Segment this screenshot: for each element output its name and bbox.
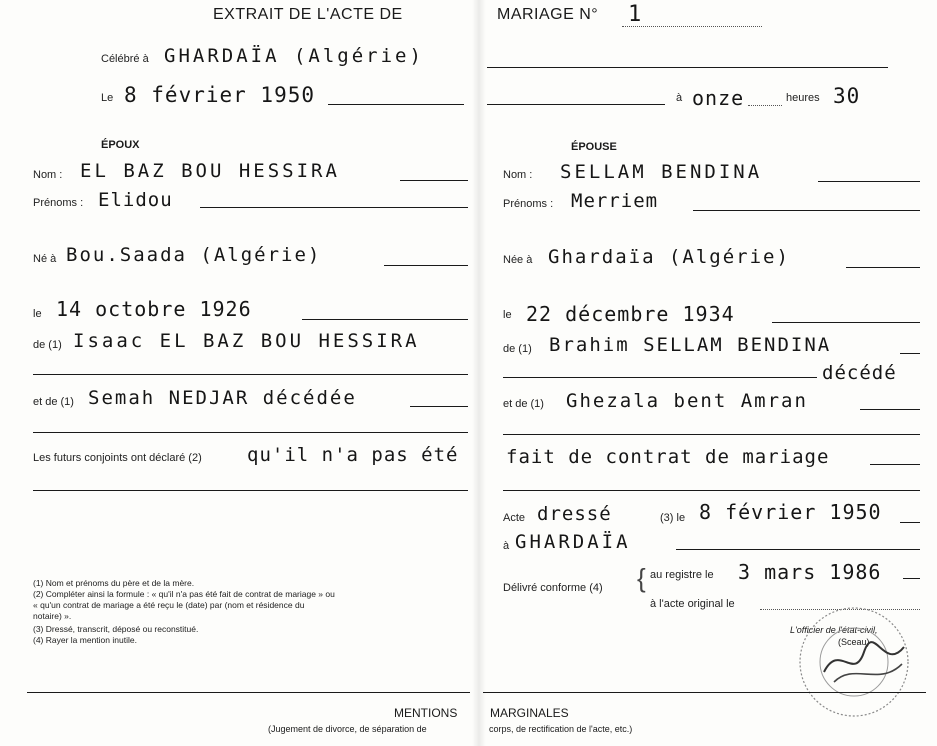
acte-date: 8 février 1950 bbox=[699, 500, 882, 524]
declaration-label: Les futurs conjoints ont déclaré (2) bbox=[33, 452, 202, 464]
registre-label: au registre le bbox=[650, 569, 714, 581]
acte-date-label: (3) le bbox=[660, 512, 686, 524]
original-label: à l'acte original le bbox=[650, 598, 735, 610]
epoux-mere: Semah NEDJAR décédée bbox=[88, 387, 357, 409]
heures-label: heures bbox=[786, 92, 820, 104]
note-2c: notaire) ». bbox=[33, 611, 72, 621]
epouse-pere-label: de (1) bbox=[503, 343, 532, 355]
acte-label: Acte bbox=[503, 512, 526, 524]
mentions-sub-right: corps, de rectification de l'acte, etc.) bbox=[489, 724, 633, 734]
epoux-date: 14 octobre 1926 bbox=[56, 297, 252, 321]
epouse-ne-label: Née à bbox=[503, 254, 533, 266]
note-1: (1) Nom et prénoms du père et de la mère. bbox=[33, 578, 195, 588]
epouse-ne: Ghardaïa (Algérie) bbox=[548, 246, 790, 268]
signature-scribble-2 bbox=[834, 664, 902, 682]
declaration-text-right: fait de contrat de mariage bbox=[506, 446, 830, 468]
epouse-pere-line bbox=[900, 353, 920, 354]
date-label: Le bbox=[101, 92, 114, 104]
acte-place: GHARDAÏA bbox=[515, 531, 631, 553]
epouse-heading: ÉPOUSE bbox=[571, 141, 617, 153]
declaration-line-left bbox=[33, 490, 468, 491]
acte-date-line bbox=[900, 522, 920, 523]
epoux-nom: EL BAZ BOU HESSIRA bbox=[80, 160, 340, 182]
mentions-line-right bbox=[483, 692, 926, 693]
epouse-mere-line-2 bbox=[503, 434, 920, 435]
epoux-prenoms: Elidou bbox=[98, 189, 173, 211]
epoux-heading: ÉPOUX bbox=[101, 139, 140, 151]
celebre-label: Célébré à bbox=[101, 53, 149, 65]
epoux-prenoms-line bbox=[200, 207, 468, 208]
epoux-nom-label: Nom : bbox=[33, 169, 63, 181]
heures-value: 30 bbox=[833, 84, 861, 108]
epoux-mere-label: et de (1) bbox=[33, 396, 74, 408]
epoux-date-line bbox=[302, 319, 468, 320]
epouse-ne-line bbox=[846, 267, 920, 268]
delivre-label: Délivré conforme (4) bbox=[503, 582, 603, 594]
epouse-date-label: le bbox=[503, 309, 512, 321]
note-4: (4) Rayer la mention inutile. bbox=[33, 635, 137, 645]
declaration-line-right bbox=[870, 464, 920, 465]
celebre-line bbox=[487, 67, 888, 68]
mentions-label: MENTIONS bbox=[394, 706, 458, 720]
marginales-label: MARGINALES bbox=[490, 706, 569, 720]
time-a-label: à bbox=[676, 92, 683, 104]
page-fold bbox=[472, 0, 486, 746]
document-title-left: EXTRAIT DE L'ACTE DE bbox=[213, 6, 403, 23]
date-line-right bbox=[487, 104, 665, 105]
epouse-pere-suffix: décédé bbox=[822, 362, 897, 384]
epoux-date-label: le bbox=[33, 308, 42, 320]
note-2: (2) Compléter ainsi la formule : « qu'il n'a pas été fait de contrat de mariage » ou bbox=[33, 589, 335, 599]
epoux-pere-label: de (1) bbox=[33, 339, 62, 351]
document-title-right: MARIAGE N° bbox=[497, 6, 599, 23]
epouse-prenoms-line bbox=[693, 210, 920, 211]
delivre-brace: { bbox=[637, 563, 646, 593]
epoux-mere-line bbox=[410, 406, 468, 407]
acte-place-label: à bbox=[503, 540, 510, 552]
date-line-left bbox=[328, 104, 464, 105]
epouse-nom-line bbox=[818, 181, 920, 182]
note-3: (3) Dressé, transcrit, déposé ou reconstitué. bbox=[33, 624, 199, 634]
epouse-pere: Brahim SELLAM BENDINA bbox=[549, 334, 832, 356]
registre-line bbox=[903, 578, 920, 579]
epoux-ne-line bbox=[384, 265, 468, 266]
epouse-pere-line-2 bbox=[503, 377, 817, 378]
epouse-date: 22 décembre 1934 bbox=[526, 302, 735, 326]
officier-sceau: (Sceau) bbox=[838, 637, 870, 647]
acte-place-line bbox=[676, 549, 920, 550]
epoux-ne: Bou.Saada (Algérie) bbox=[66, 244, 322, 266]
epouse-nom: SELLAM BENDINA bbox=[560, 161, 763, 183]
epouse-nom-label: Nom : bbox=[503, 169, 533, 181]
time-hour-value: onze bbox=[692, 86, 745, 110]
epouse-mere-line bbox=[860, 409, 920, 410]
epoux-pere: Isaac EL BAZ BOU HESSIRA bbox=[73, 330, 420, 352]
epouse-prenoms-label: Prénoms : bbox=[503, 198, 554, 210]
mentions-sub-left: (Jugement de divorce, de séparation de bbox=[268, 724, 427, 734]
epoux-prenoms-label: Prénoms : bbox=[33, 197, 84, 209]
epouse-prenoms: Merriem bbox=[571, 190, 659, 212]
epoux-pere-line bbox=[33, 374, 468, 375]
official-seal bbox=[784, 602, 924, 722]
epoux-nom-line bbox=[400, 180, 468, 181]
mentions-line-left bbox=[27, 692, 470, 693]
registre-date: 3 mars 1986 bbox=[738, 560, 882, 584]
note-2b: « qu'un contrat de mariage a été reçu le (date) par (nom et résidence du bbox=[33, 600, 305, 610]
date-value: 8 février 1950 bbox=[124, 83, 316, 107]
celebre-value: GHARDAÏA (Algérie) bbox=[164, 45, 424, 67]
declaration-line-right-2 bbox=[503, 490, 920, 491]
acte-value: dressé bbox=[537, 503, 612, 525]
signature-scribble bbox=[824, 642, 904, 672]
officier-title: L'officier de l'état-civil, bbox=[790, 625, 878, 635]
time-dots bbox=[748, 105, 782, 106]
epouse-mere: Ghezala bent Amran bbox=[566, 390, 808, 412]
epoux-ne-label: Né à bbox=[33, 253, 57, 265]
epouse-date-line bbox=[772, 322, 920, 323]
acte-number-line bbox=[622, 26, 762, 27]
acte-number: 1 bbox=[628, 2, 643, 27]
epouse-mere-label: et de (1) bbox=[503, 398, 544, 410]
epoux-mere-line-2 bbox=[33, 432, 468, 433]
declaration-text-left: qu'il n'a pas été bbox=[247, 444, 459, 466]
seal-outer-ring bbox=[800, 608, 908, 716]
